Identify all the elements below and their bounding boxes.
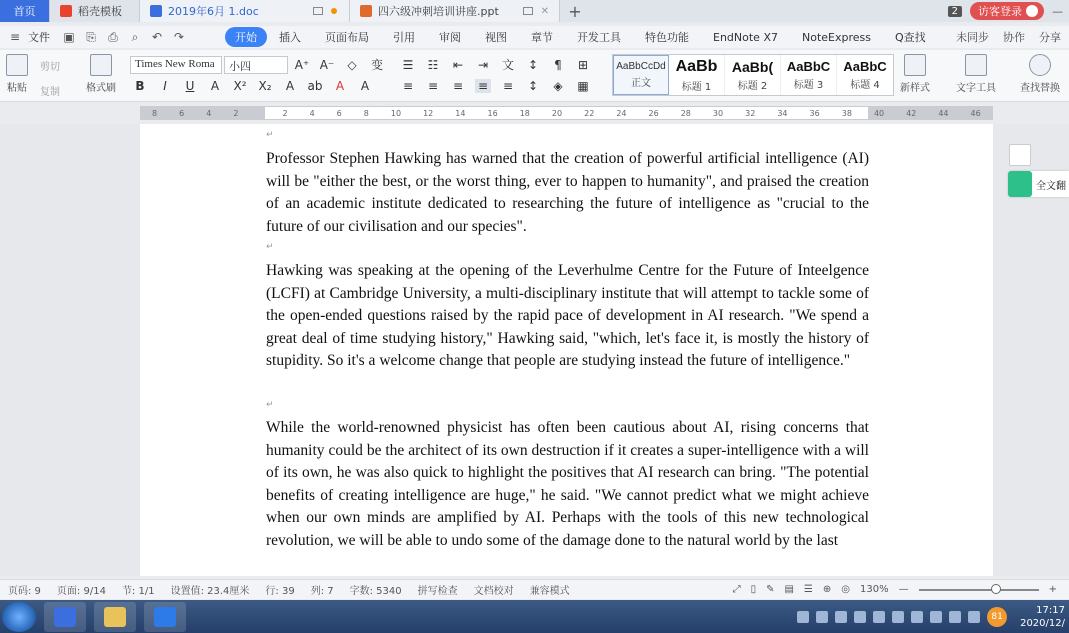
status-pages[interactable]: 页面: 9/14 [56,586,106,597]
document-page[interactable] [140,124,993,576]
clock-date: 2020/12/ [1020,617,1065,629]
ruler-tick-label: 46 [970,108,981,118]
style-heading-1-name: 标题 1 [681,81,712,93]
zoom-level[interactable]: 130% [860,584,889,595]
unsaved-dot-icon [331,8,337,14]
paste-label: 粘贴 [7,83,27,94]
system-tray [797,600,1065,633]
eye-protect-icon[interactable]: ◎ [841,584,851,595]
status-line[interactable]: 行: 39 [265,586,295,597]
italic-icon[interactable]: I [163,79,167,93]
style-normal[interactable] [613,55,669,95]
ruler-tick-label: 32 [745,108,756,118]
paragraph-mark: ↵ [266,400,274,410]
ruler-tick-label: 16 [487,108,498,118]
ruler-ticks [141,107,992,119]
start-orb-icon[interactable] [2,602,36,632]
status-bar [0,579,1069,599]
full-translate-label: 全文翻 [1036,180,1066,192]
tab-home[interactable] [0,0,50,22]
paste-button[interactable] [6,54,28,94]
horizontal-ruler[interactable] [140,106,993,120]
style-heading-2-sample: AaBb( [731,58,774,75]
status-section[interactable]: 节: 1/1 [121,586,155,597]
style-gallery [612,54,894,96]
numbering-icon[interactable]: ☷ [427,57,439,72]
tray-icon[interactable] [816,611,828,623]
clock-time: 17:17 [1036,604,1065,616]
save-icon[interactable]: ▣ [63,30,75,44]
ruler-tick-label: 4 [309,108,315,118]
taskbar-meeting[interactable] [144,602,186,632]
tray-icon[interactable] [797,611,809,623]
tab-insert[interactable]: 插入 [279,31,301,44]
ruler-tick-label: 20 [551,108,563,118]
text-tools-label: 文字工具 [956,83,996,94]
taskbar-explorer[interactable] [94,602,136,632]
style-normal-name: 正文 [631,78,651,89]
tab-references[interactable]: 引用 [393,31,415,44]
phonetic-icon[interactable]: 变 [370,58,383,72]
docer-icon [60,5,72,17]
tab-special-features[interactable]: 特色功能 [645,31,689,44]
style-heading-1-sample: AaBb [675,57,718,75]
ppt-icon [360,5,372,17]
ruler-tick-label: 30 [712,108,724,118]
tab-view[interactable]: 视图 [485,31,507,44]
format-painter-label: 格式刷 [86,83,116,94]
clear-format-icon[interactable]: ◇ [347,57,357,72]
tray-icon[interactable] [854,611,866,623]
tray-icon[interactable] [873,611,885,623]
word-doc-icon [150,5,162,17]
zoom-out-icon[interactable]: — [898,584,909,595]
redo-icon[interactable]: ↷ [173,30,185,44]
bold-icon[interactable]: B [135,79,145,93]
tray-icon[interactable] [892,611,904,623]
highlight-icon[interactable]: ab [307,79,323,93]
status-position[interactable]: 设置值: 23.4厘米 [170,586,250,597]
collaborate-button[interactable]: 协作 [1003,31,1025,44]
new-tab-plus-icon[interactable]: + [568,1,582,21]
style-normal-sample: AaBbCcDd [616,61,666,72]
ruler-tick-label: 8 [363,108,369,118]
ruler-tick-label: 42 [906,108,917,118]
bullets-icon[interactable]: ☰ [402,57,414,72]
ruler-tick-label: 2 [233,108,239,118]
folder-icon [104,607,126,627]
compat-mode: 兼容模式 [529,586,570,597]
close-icon[interactable]: ✕ [540,5,549,17]
write-mode-icon[interactable]: ✎ [766,584,775,595]
paste-icon [6,54,28,76]
style-heading-1[interactable] [669,55,725,95]
style-heading-3[interactable] [781,55,837,95]
show-marks-icon[interactable]: ¶ [554,57,562,72]
zoom-in-icon[interactable]: + [1048,584,1057,595]
page-view-icon[interactable]: ▤ [784,584,794,595]
ruler-tick-label: 36 [809,108,820,118]
outline-view-icon[interactable]: ☰ [803,584,813,595]
tab-noteexpress[interactable]: NoteExpress [801,30,871,44]
minimize-icon[interactable]: — [1052,4,1063,18]
ruler-tick-label: 26 [648,108,659,118]
menu-bar [0,26,1069,48]
ruler-tick-label: 34 [777,108,788,118]
ruler-tick-label: 10 [390,108,402,118]
table-borders-icon[interactable]: ⊞ [577,57,589,72]
tab-doc-file[interactable] [140,0,350,22]
status-column[interactable]: 列: 7 [310,586,334,597]
document-area [0,124,1069,576]
tray-icon[interactable] [911,611,923,623]
status-word-count[interactable]: 字数: 5340 [349,586,402,597]
monitor-icon[interactable] [523,7,533,15]
translate-icon [1008,171,1032,197]
ruler-tick-label: 24 [616,108,627,118]
find-search[interactable]: Q查找 [894,31,926,44]
avatar [1026,5,1038,17]
ruler-tick-label: 8 [152,108,158,118]
read-mode-icon[interactable]: ▯ [750,584,757,595]
font-size-select[interactable]: 小四 [224,56,288,74]
new-style-label: 新样式 [900,83,930,94]
tab-docer-templates[interactable] [50,0,140,22]
ruler-tick-label: 6 [179,108,185,118]
wrench-icon [965,54,987,76]
tab-developer[interactable]: 开发工具 [577,31,621,44]
tab-sections[interactable]: 章节 [531,31,553,44]
style-heading-2-name: 标题 2 [737,80,768,92]
tab-ppt-label: 四六级冲刺培训讲座.ppt [378,5,499,18]
status-page-number[interactable]: 页码: 9 [8,586,41,597]
style-heading-3-sample: AaBbC [786,59,831,74]
guest-login-button[interactable] [970,2,1044,20]
tab-docer-label: 稻壳模板 [78,5,122,18]
zoom-slider[interactable] [919,589,1039,591]
style-heading-4-sample: AaBbC [843,59,887,74]
underline-icon[interactable]: U [185,79,195,93]
text-tools-button[interactable] [956,54,996,94]
tab-review[interactable]: 审阅 [439,31,461,44]
ruler-tick-label: 18 [519,108,530,118]
ruler-tick-label: 22 [584,108,595,118]
shrink-font-icon[interactable]: A⁻ [319,57,335,72]
tab-home-ribbon[interactable]: 开始 [225,27,267,47]
title-tab-bar [0,0,1069,22]
brush-icon [90,54,112,76]
new-style-button[interactable] [900,54,930,94]
increase-indent-icon[interactable]: ⇥ [477,57,489,72]
file-menu[interactable]: 文件 [28,31,50,44]
cut-button[interactable]: 剪切 [40,62,60,73]
text-effect-icon[interactable]: A [285,79,295,93]
align-left-icon[interactable]: ≡ [402,79,414,93]
spell-check-button[interactable]: 拼写检查 [417,586,458,597]
zoom-slider-handle[interactable] [991,584,1001,594]
network-icon[interactable] [968,611,980,623]
export-pdf-icon[interactable]: ⎘ [86,29,96,44]
taskbar-wps[interactable] [44,602,86,632]
align-right-icon[interactable]: ≡ [452,79,464,93]
tab-ppt-file[interactable] [350,0,560,22]
share-button[interactable]: 分享 [1039,31,1061,44]
style-heading-2[interactable] [725,55,781,95]
ruler-tick-label: 40 [873,108,885,118]
windows-taskbar [0,600,1069,633]
system-clock[interactable] [1020,604,1065,630]
paragraph-mark: ↵ [266,242,274,252]
sort-icon[interactable]: ↕ [527,57,539,72]
side-panel-collapse-icon[interactable] [1009,144,1031,166]
char-shading-icon[interactable]: A [360,79,370,93]
ruler-tick-label: 2 [282,108,288,118]
sync-status[interactable]: 未同步 [956,31,989,44]
paragraph-2[interactable]: Hawking was speaking at the opening of the Leverhulme Centre for the Future of Inteelgence (LCFI) at Cambridge University, a multi-disciplinary institute that will attempt to tackle some of the open-ended questions raised by the rapid pace of development in AI research. "We spend a great deal of time studying history," Hawking said, "which, let's face it, is mostly the history of stupidity. So it's a welcome change that people are studying instead the future of intelligence." [266,262,869,369]
meeting-app-icon [154,607,176,627]
ruler-tick-label: 28 [680,108,691,118]
wps-icon [54,607,76,627]
shading-icon[interactable]: ◈ [553,79,563,93]
window-count-badge[interactable]: 2 [948,6,962,17]
tab-page-layout[interactable]: 页面布局 [325,31,369,44]
new-style-icon [904,54,926,76]
justify-icon[interactable]: ≡ [475,79,491,93]
undo-icon[interactable]: ↶ [151,30,163,44]
paragraph-3[interactable]: While the world-renowned physicist has often been cautious about AI, rising concerns that humanity could be the architect of its own destruction if it creates a super-intelligence with a will of its own, he was also quick to highlight the positives that AI research can bring. "The potential benefits of creating intelligence are huge," he said. "We cannot predict what we might achieve when our own minds are amplified by AI. Perhaps with the tools of this new technological revolution, we will be able to undo some of the damage done to the natural world by the last [266,419,869,549]
ruler-tick-label: 44 [938,108,949,118]
ruler-tick-label: 6 [336,108,342,118]
ruler-tick-label: 4 [206,108,212,118]
paragraph-1[interactable]: Professor Stephen Hawking has warned that the creation of powerful artificial intelligence (AI) will be "either the best, or the worst thing, ever to happen to humanity", and praised the creation of an academic institute dedicated to researching the future of intelligence as "crucial to the future of our civilisation and our species". [266,150,869,235]
tab-home-label: 首页 [13,5,36,18]
hamburger-menu-icon[interactable]: ≡ [9,30,21,44]
font-color-icon[interactable]: A [335,79,345,93]
decrease-indent-icon[interactable]: ⇤ [452,57,464,72]
magnifier-icon [1029,54,1051,76]
font-name-select[interactable]: Times New Roma [130,56,222,74]
print-preview-icon[interactable]: ⌕ [131,29,139,44]
ruler-tick-label: 14 [455,108,466,118]
style-heading-4-name: 标题 4 [850,80,880,91]
print-icon[interactable]: ⎙ [108,29,118,44]
line-spacing-icon[interactable]: ↕ [527,79,539,93]
find-replace-label: 查找替换 [1020,83,1060,94]
tray-icon[interactable] [835,611,847,623]
full-translate-button[interactable] [1008,171,1069,197]
tab-endnote[interactable]: EndNote X7 [713,30,778,44]
login-label: 访客登录 [978,5,1022,18]
format-painter-button[interactable] [86,54,116,94]
subscript-icon[interactable]: X₂ [258,79,272,93]
ruler-tick-label: 38 [841,108,852,118]
fullscreen-icon[interactable]: ⤢ [732,584,741,595]
strikethrough-icon[interactable]: A [210,79,220,93]
paragraph-mark: ↵ [266,130,274,140]
find-replace-button[interactable] [1020,54,1060,94]
cpu-usage-badge[interactable]: 81 [987,607,1007,627]
align-center-icon[interactable]: ≡ [427,79,439,93]
style-heading-3-name: 标题 3 [793,80,824,91]
grow-font-icon[interactable]: A⁺ [294,57,310,72]
copy-button[interactable]: 复制 [40,87,60,98]
style-heading-4[interactable] [837,55,893,95]
borders-icon[interactable]: ▦ [577,79,589,93]
monitor-icon[interactable] [313,7,323,15]
proofread-button[interactable]: 文档校对 [473,586,514,597]
distribute-icon[interactable]: ≡ [502,79,514,93]
superscript-icon[interactable]: X² [233,79,247,93]
chinese-layout-icon[interactable]: 文 [501,58,514,72]
tab-doc-label: 2019年6月 1.doc [168,5,259,18]
ruler-tick-label: 12 [423,108,434,118]
volume-icon[interactable] [949,611,961,623]
ribbon-toolbar [0,50,1069,102]
web-view-icon[interactable]: ⊕ [822,584,832,595]
tray-icon[interactable] [930,611,942,623]
